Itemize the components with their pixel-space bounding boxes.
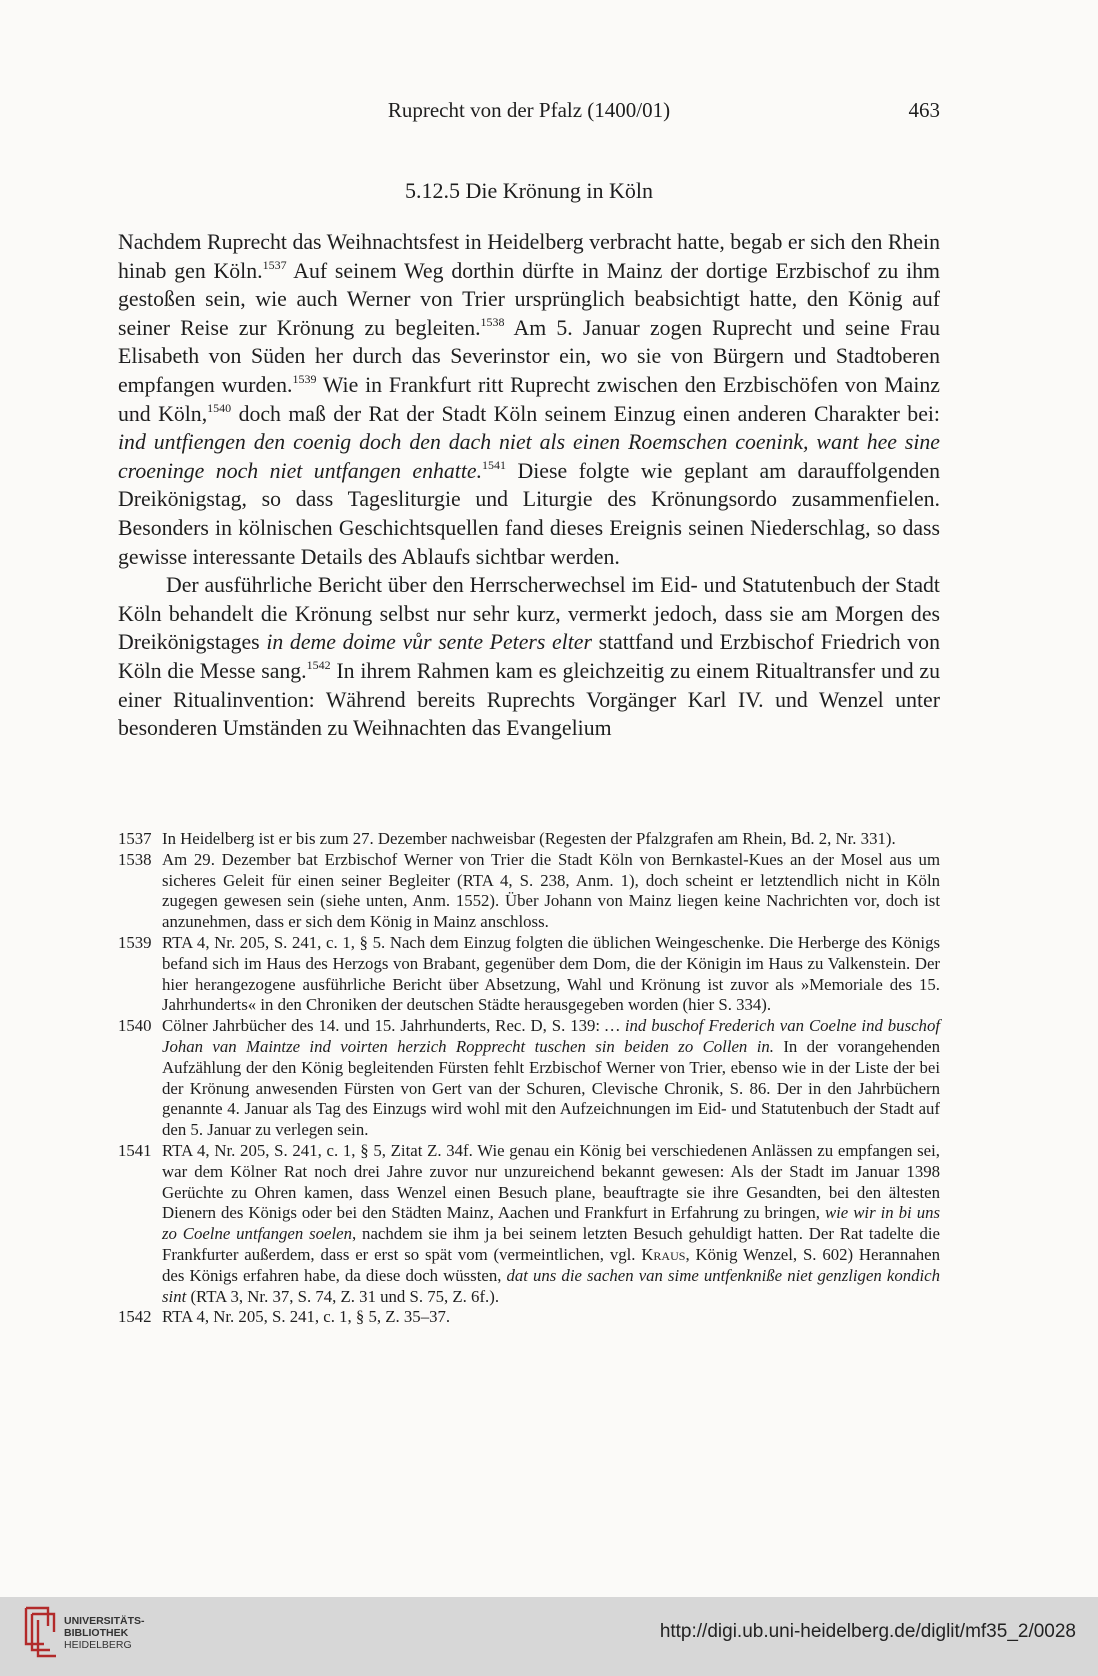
footer-bar xyxy=(0,1597,1098,1676)
footnote-text xyxy=(162,1016,940,1141)
body-text-run: Diese folgte wie geplant am darauffolgenden Dreikönigstag, so dass Tagesliturgie und Liturgie des Krönungsordo zusammenfielen. Besonders in kölnischen Geschichtsquellen fand dieses Ereignis seinen Niederschlag, so dass gewisse interessante Details des Ablaufs sichtbar werden. xyxy=(118,458,940,569)
footnote-text-run: (RTA 3, Nr. 37, S. 74, Z. 31 und S. 75, Z. 6f.). xyxy=(186,1286,500,1306)
footnote-ref-1541[interactable]: 1541 xyxy=(482,457,507,472)
source-url-link[interactable]: http://digi.ub.uni-heidelberg.de/diglit/mf35_2/0028 xyxy=(659,1621,1076,1642)
footnote-text-run: In Heidelberg ist er bis zum 27. Dezember nachweisbar (Regesten der Pfalzgrafen am Rhein, Bd. 2, Nr. 331). xyxy=(162,829,896,848)
body-paragraph-2 xyxy=(118,571,940,743)
body-text-run: doch maß der Rat der Stadt Köln seinem Einzug einen anderen Charakter bei: xyxy=(231,401,940,426)
running-title: Ruprecht von der Pfalz (1400/01) xyxy=(387,98,671,122)
footnote-1540 xyxy=(118,1016,940,1141)
section-heading: 5.12.5 Die Krönung in Köln xyxy=(404,178,654,203)
footnote-quotation: dat uns die sachen van sime untfenkniße niet genzligen kondich sint xyxy=(162,1265,940,1306)
footnote-text-run: RTA 4, Nr. 205, S. 241, c. 1, § 5, Z. 35–37. xyxy=(162,1307,451,1327)
body-text-run: stattfand und Erzbischof Friedrich von Köln die Messe sang. xyxy=(118,630,940,683)
footnote-number: 1538 xyxy=(118,849,152,869)
footnote-text-run: Cölner Jahrbücher des 14. und 15. Jahrhunderts, Rec. D, S. 139: xyxy=(162,1016,605,1036)
footnote-text-run: , nachdem sie ihm ja bei seinem letzten Besuch gehuldigt hatten. Der Rat tadelte die Frankfurter außerdem, dass er erst so spät vom (vermeintlichen, vgl. xyxy=(162,1224,940,1264)
footnote-1542 xyxy=(118,1307,940,1328)
footnote-text xyxy=(162,1141,940,1307)
university-library-logo-icon[interactable] xyxy=(22,1604,58,1660)
footnote-1538 xyxy=(118,850,940,933)
footnote-text-run: Am 29. Dezember bat Erzbischof Werner von Trier die Stadt Köln von Bernkastel-Kues an der Mosel aus um sicheres Geleit für einen seiner Begleiter (RTA 4, S. 238, Anm. 1), doch scheint er letztendlich nicht in Köln zugegen gewesen sein (siehe unten, Anm. 1552). Über Johann von Mainz liegen keine Nachrichten vor, doch ist anzunehmen, dass er sich dem König in Mainz anschloss. xyxy=(162,849,940,932)
footnote-ref-1542[interactable]: 1542 xyxy=(306,657,331,672)
footnote-number: 1537 xyxy=(118,829,152,848)
footnote-1541 xyxy=(118,1141,940,1307)
footnote-text-run: RTA 4, Nr. 205, S. 241, c. 1, § 5, Zitat Z. 34f. Wie genau ein König bei verschiedenen Anlässen zu empfangen sei, war dem Kölner Rat noch drei Jahre zuvor nur unzureichend bekannt gewesen: Als der Stadt im Januar 1398 Gerüchte zu Ohren kamen, dass Wenzel einen Besuch plane, beauftragte sie ihre Gesandten, bei den ältesten Dienern des Königs oder bei den Städten Mainz, Aachen und Frankfurt in Erfahrung zu bringen, xyxy=(162,1140,940,1223)
library-name xyxy=(64,1615,145,1651)
body-text-run: Nachdem Ruprecht das Weihnachtsfest in Heidelberg verbracht hatte, begab er sich den Rhein hinab gen Köln. xyxy=(118,230,940,283)
body-text-run: Auf seinem Weg dorthin dürfte in Mainz der dortige Erzbischof zu ihm gestoßen sein, wie auch Werner von Trier ursprünglich beabsichtigt hatte, den König auf seiner Reise zur Krönung zu begleiten. xyxy=(118,258,940,340)
body-text xyxy=(118,228,940,743)
footnote-quotation: wie wir in bi uns zo Coelne untfangen soelen xyxy=(162,1203,941,1244)
footnote-ref-1539[interactable]: 1539 xyxy=(292,371,317,386)
footnote-text xyxy=(162,1307,940,1328)
footnote-text xyxy=(162,850,940,933)
footnote-ref-1540[interactable]: 1540 xyxy=(207,400,232,415)
footnote-text xyxy=(162,933,940,1016)
footnotes xyxy=(118,829,940,1328)
library-name-line: BIBLIOTHEK xyxy=(64,1627,129,1639)
footnote-number: 1539 xyxy=(118,932,152,952)
library-name-line: HEIDELBERG xyxy=(64,1639,132,1651)
footnote-number: 1540 xyxy=(118,1016,152,1036)
footnote-text-run: RTA 4, Nr. 205, S. 241, c. 1, § 5. Nach dem Einzug folgten die üblichen Weingeschenke. Die Herberge des Königs befand sich im Haus des Herzogs von Brabant, gegenüber dem Dom, die der Königin im Haus zu Valkenstein. Der hier herangezogene ausführliche Bericht über Absetzung, Wahl und Krönung ist zuvor als »Memoriale des 15. Jahrhunderts« in den Chroniken der deutschen Städte herausgegeben worden (hier S. 334). xyxy=(162,932,940,1015)
footnote-text-run: In der vorangehenden Aufzählung der den König begleitenden Fürsten fehlt Erzbischof Werner von Trier, ebenso wie in der Liste der bei der Krönung anwesenden Fürsten von Gert van der Schuren, Clevische Chronik, S. 86. Der in den Jahrbüchern genannte 4. Januar als Tag des Einzugs wird wohl mit den Aufzeichnungen im Eid- und Statutenbuch der Stadt auf den 5. Januar zu verlegen sein. xyxy=(162,1036,940,1140)
footnote-text-run: , König Wenzel, S. 602) Herannahen des Königs erfahren habe, da diese doch wüssten, xyxy=(162,1244,940,1285)
footnote-number: 1541 xyxy=(118,1140,152,1160)
footnote-1539 xyxy=(118,933,940,1016)
library-name-line: UNIVERSITÄTS- xyxy=(64,1615,145,1627)
footnote-number: 1542 xyxy=(118,1307,152,1327)
body-paragraph-1 xyxy=(118,228,940,571)
author-name: Kraus xyxy=(641,1244,686,1264)
body-text-run: In ihrem Rahmen kam es gleichzeitig zu einem Ritualtransfer und zu einer Ritualinvention: Während bereits Ruprechts Vorgänger Karl IV. und Wenzel unter besonderen Umständen zu Weihnachten das Evangelium xyxy=(118,658,940,741)
footnote-text xyxy=(162,829,940,850)
footnote-quotation: … ind buschof Frederich van Coelne ind buschof Johan van Maintze ind voirten herzich Ropprecht tuschen sin beiden zo Collen in. xyxy=(162,1016,940,1056)
quotation: in deme doime vůr sente Peters elter xyxy=(266,630,592,655)
body-text-run: Wie in Frankfurt ritt Ruprecht zwischen den Erzbischöfen von Mainz und Köln, xyxy=(118,372,940,426)
page-number: 463 xyxy=(908,98,940,122)
footnote-1537 xyxy=(118,829,940,850)
footnote-ref-1537[interactable]: 1537 xyxy=(262,257,287,272)
body-text-run: Am 5. Januar zogen Ruprecht und seine Frau Elisabeth von Süden her durch das Severinstor ein, wo sie von Bürgern und Stadtoberen empfangen wurden. xyxy=(118,315,940,397)
page-header xyxy=(118,98,940,134)
body-text-run: Der ausführliche Bericht über den Herrscherwechsel im Eid- und Statutenbuch der Stadt Köln behandelt die Krönung selbst nur sehr kurz, vermerkt jedoch, dass sie am Morgen des Dreikönigstages xyxy=(118,573,940,655)
quotation: ind untfiengen den coenig doch den dach niet als einen Roemschen coenink, want hee sine croeninge noch niet untfangen enhatte. xyxy=(118,430,940,483)
footnote-ref-1538[interactable]: 1538 xyxy=(480,314,505,329)
